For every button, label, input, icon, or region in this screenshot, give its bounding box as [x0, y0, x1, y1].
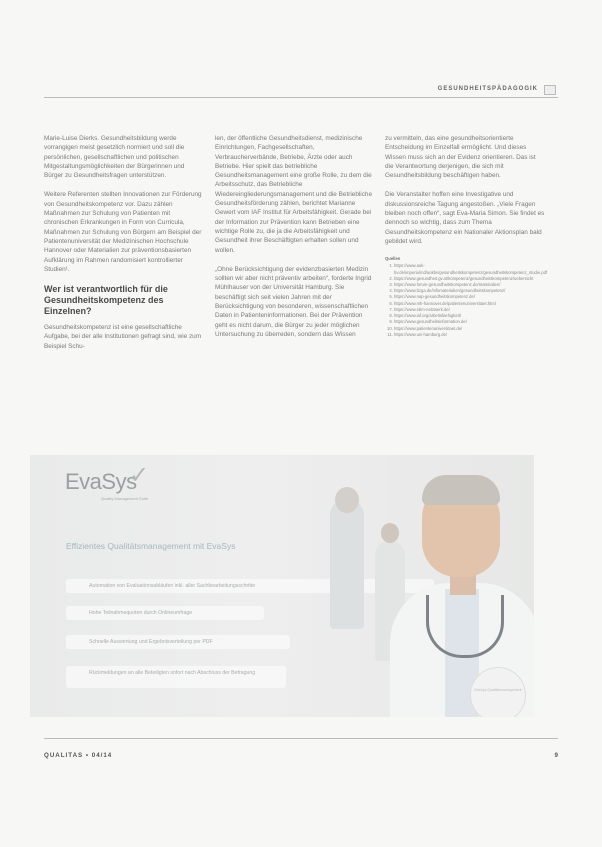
- sources-list: [385, 256, 548, 338]
- evasys-logo: EvaSys: [65, 469, 137, 494]
- paragraph: „Ohne Berücksichtigung der evidenzbasierten Medizin sollten wir aber nicht präventiv arbeiten“, forderte Ingrid Mühlhauser von der Universität Hamburg. Sie beschäftigt sich seit vielen Jahren mit der Berücksichtigung von besonderen, wissenschaftlichen Daten in Patienteninformationen. Bei der Prävention geht es nicht darum, die Bürger zu jeder möglichen Untersuchung zu überreden, sondern das Wissen: [215, 265, 372, 338]
- background-person-illustration: [330, 499, 364, 629]
- ad-bullet: Hohe Teilnahmequoten durch Onlineumfrage: [66, 606, 264, 620]
- ad-bullet: Automation von Evaluationsabläufen inkl. aller Sachbearbeitungsschritte: [66, 579, 434, 593]
- ad-headline: Effizientes Qualitätsmanagement mit EvaSys: [66, 541, 236, 551]
- footer-publication: QUALITAS • 04/14: [44, 752, 113, 759]
- doctor-hair: [422, 475, 500, 505]
- source-item[interactable]: 5. https://www.nap-gesundheitskompetenz.de/: [394, 294, 545, 300]
- ad-bullet: Schnelle Auswertung und Ergebnisverteilung per PDF: [66, 635, 290, 649]
- source-item[interactable]: 2. https://www.gesundheit.gv.at/kompetenz/gesundheitskompetenz/uebersicht: [394, 276, 545, 282]
- quality-badge: EvaSys Qualitätsmanagement: [470, 667, 526, 717]
- column-3: [385, 134, 548, 338]
- source-item[interactable]: 8. https://www.iaf.org/arbeitsfaehigkeit/: [394, 313, 545, 319]
- paragraph: Marie-Luise Dierks. Gesundheitsbildung werde vorrangigen meist gesetzlich normiert und soll die persönlichen, gesellschaftlichen und politischen Mitgestaltungsmöglichkeiten der Bürgerinnen und Bürger zu Gesundheitsfragen unterstützen.: [44, 135, 185, 180]
- section-marker-icon: [544, 85, 556, 95]
- subheading: Wer ist verantwortlich für die Gesundheitskompetenz des Einzelnen?: [44, 284, 168, 317]
- column-2: [215, 134, 375, 349]
- source-item[interactable]: 11. https://www.uni-hamburg.de/: [394, 332, 545, 338]
- source-item[interactable]: 9. https://www.gesundheitsinformation.de/: [394, 319, 545, 325]
- header-rule: [44, 97, 558, 98]
- source-item[interactable]: 10. https://www.patientenuniversitaet.de/: [394, 326, 545, 332]
- column-1: [44, 134, 204, 361]
- paragraph: zu vermitteln, das eine gesundheitsorientierte Entscheidung im Einzelfall ermöglicht. Und dieses Wissen muss sich an der Evidenz orientieren. Das ist die Verantwortung derjenigen, die sich mit Gesundheitsbildung beschäftigen haben.: [385, 135, 536, 180]
- source-item[interactable]: 7. https://www.ebm-netzwerk.de/: [394, 307, 545, 313]
- paragraph: len, der öffentliche Gesundheitsdienst, medizinische Einrichtungen, Fachgesellschaften, Verbraucherverbände, Betriebe, Ärzte oder auch Betriebe. Hier spielt das betriebliche Gesundheitsmanagement eine große Rolle, zu dem die Arbeitsschutz, das Betriebliche Wiedereingliederungsmanagement und die Betriebliche Gesundheitsförderung zählen, berichtet Marianne Gewert vom IAF Institut für Arbeitsfähigkeit. Gerade bei der Information zur Prävention kann Betrieben eine wichtige Rolle zu, die ja die Arbeitsfähigkeit und Gesundheit ihrer Beschäftigten erhalten sollen und wollen.: [215, 135, 373, 254]
- source-item[interactable]: 6. https://www.mh-hannover.de/patientenuniversitaet.html: [394, 301, 545, 307]
- evasys-advertisement[interactable]: [30, 455, 534, 717]
- source-item[interactable]: 3. https://www.forum-gesundheitskompetenz.de/materialien/: [394, 282, 545, 288]
- paragraph: Die Veranstalter hoffen eine Investigative und diskussionsreiche Tagung angestoßen. „Viele Fragen bleiben noch offen“, sagt Eva-Maria Simon. Sie findet es dennoch so wichtig, dass zum Thema Gesundheitskompetenz ein Nationaler Aktionsplan bald gebildet wird.: [385, 191, 545, 245]
- stethoscope-icon: [426, 595, 504, 658]
- footer-rule: [44, 738, 558, 739]
- paragraph: Weitere Referenten stellten Innovationen zur Förderung von Gesundheitskompetenz vor. Dazu zählen Maßnahmen zur Schulung von Patienten mit chronischen Erkrankungen in Form von Curricula, Maßnahmen zur Schulung von Bürgern am Beispiel der Patientenuniversität der Medizinischen Hochschule Hannover oder Materialien zur präventionsbasierten Aufklärung im Rahmen randomisiert kontrollierter Studien¹.: [44, 191, 202, 273]
- section-label: GESUNDHEITSPÄDAGOGIK: [437, 86, 538, 92]
- page-number: 9: [554, 752, 558, 759]
- ad-bullet: Rückmeldungen an alle Beteiligten sofort nach Abschluss der Befragung: [66, 666, 286, 688]
- sources-title: Quellen: [385, 256, 401, 262]
- checkmark-icon: ✓: [129, 462, 150, 489]
- source-item[interactable]: 4. https://www.bzga.de/infomaterialien/gesundheitskompetenz/: [394, 288, 545, 294]
- source-item[interactable]: 1. https://www.aok-bv.de/imperia/md/aokbv/gesundheitskompetenz/gesundheitskompetenz_studie.pdf: [394, 263, 545, 275]
- logo-subtitle: Quality Management Suite: [101, 496, 149, 501]
- paragraph: Gesundheitskompetenz ist eine gesellschaftliche Aufgabe, bei der alle Institutionen gefragt sind, wie zum Beispiel Schu-: [44, 324, 202, 350]
